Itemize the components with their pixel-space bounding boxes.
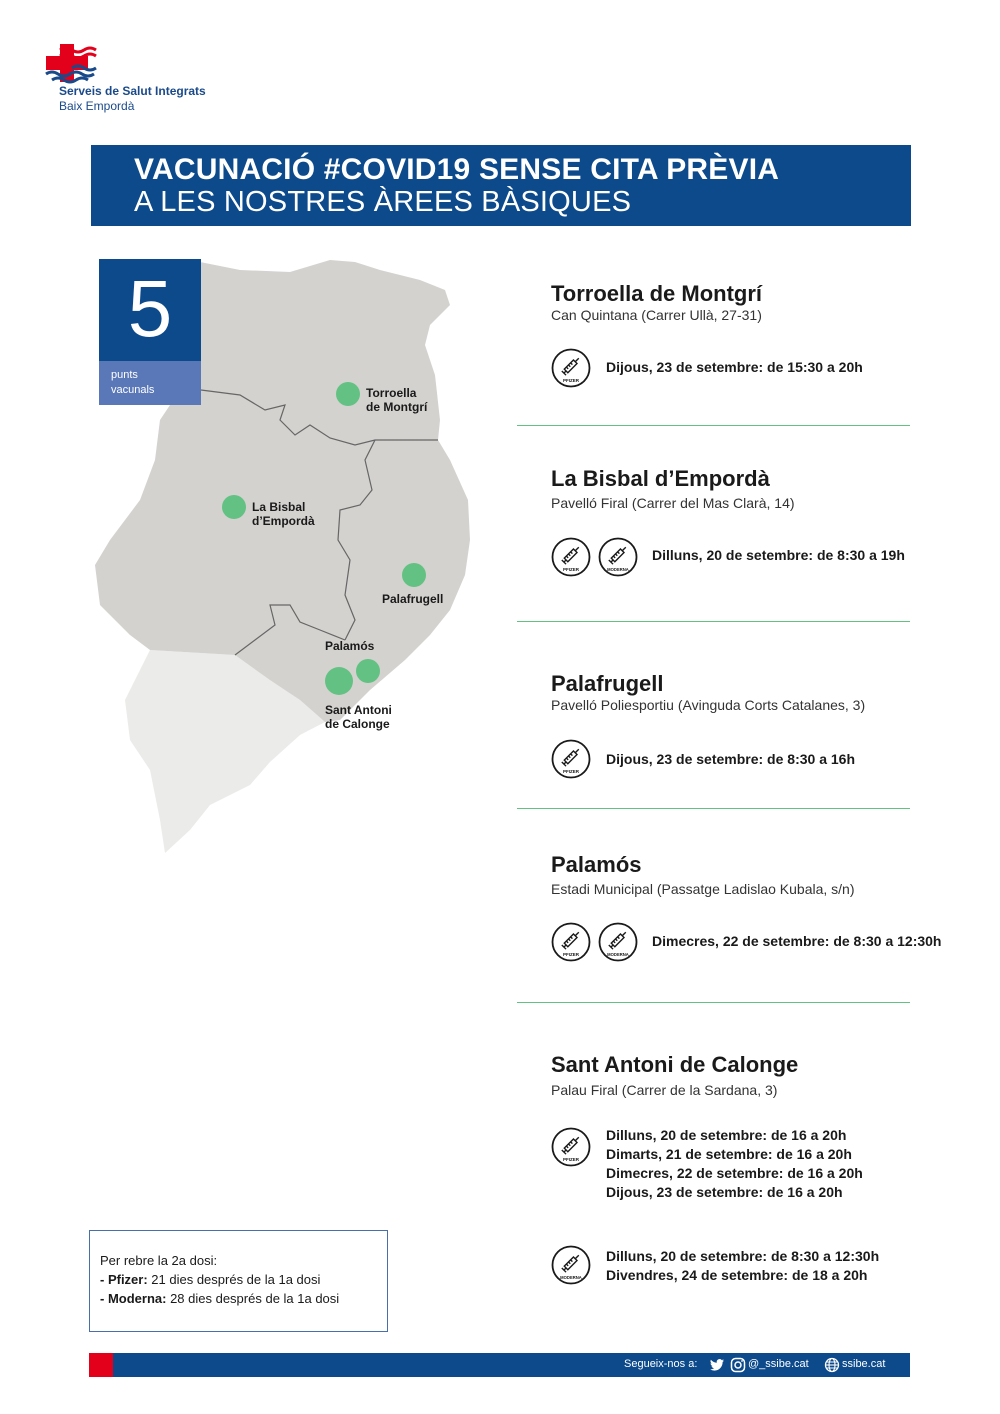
map-label-palafrugell: Palafrugell — [382, 592, 444, 606]
pfizer-syringe-icon — [551, 922, 591, 962]
moderna-syringe-icon — [598, 537, 638, 577]
note-intro: Per rebre la 2a dosi: — [100, 1253, 218, 1268]
pfizer-syringe-icon — [551, 739, 591, 779]
site-schedule-palafrugell: Dijous, 23 de setembre: de 8:30 a 16h — [606, 751, 855, 767]
section-divider — [517, 425, 910, 426]
map-dot-torroella — [336, 382, 360, 406]
site-title-bisbal: La Bisbal d’Empordà — [551, 466, 770, 491]
moderna-syringe-icon — [598, 922, 638, 962]
map-dot-bisbal — [222, 495, 246, 519]
schedule-line: Divendres, 24 de setembre: de 18 a 20h — [606, 1267, 868, 1283]
site-schedule-torroella: Dijous, 23 de setembre: de 15:30 a 20h — [606, 359, 863, 375]
site-address-torroella: Can Quintana (Carrer Ullà, 27-31) — [551, 307, 762, 323]
site-address-palamos: Estadi Municipal (Passatge Ladislao Kubala, s/n) — [551, 881, 855, 897]
pfizer-syringe-icon — [551, 537, 591, 577]
footer-website-link[interactable]: ssibe.cat — [842, 1358, 886, 1370]
site-schedule-calonge-pfizer — [606, 1126, 863, 1202]
svg-text:MODERNA: MODERNA — [560, 1275, 582, 1280]
region-map — [0, 240, 520, 880]
pfizer-syringe-icon — [551, 1127, 591, 1167]
svg-text:PFIZER: PFIZER — [562, 378, 580, 383]
section-divider — [517, 1002, 910, 1003]
footer-follow-label: Segueix-nos a: — [624, 1358, 698, 1370]
pfizer-syringe-icon — [551, 348, 591, 388]
logo-waves-icon — [42, 42, 102, 84]
footer-bar — [89, 1353, 910, 1377]
schedule-line: Dijous, 23 de setembre: de 16 a 20h — [606, 1184, 843, 1200]
moderna-syringe-icon — [551, 1245, 591, 1285]
org-logo — [42, 42, 262, 117]
map-label-torroella: Torroella de Montgrí — [366, 386, 428, 414]
site-address-bisbal: Pavelló Firal (Carrer del Mas Clarà, 14) — [551, 495, 795, 511]
globe-icon — [824, 1357, 840, 1373]
points-count: 5 — [127, 264, 173, 353]
site-title-palafrugell: Palafrugell — [551, 671, 664, 696]
points-counter — [99, 259, 201, 361]
map-dot-palamos — [356, 659, 380, 683]
org-name: Serveis de Salut Integrats — [59, 84, 206, 98]
svg-text:PFIZER: PFIZER — [562, 567, 580, 572]
site-schedule-palamos: Dimecres, 22 de setembre: de 8:30 a 12:30h — [652, 933, 942, 949]
svg-text:MODERNA: MODERNA — [607, 952, 629, 957]
header-banner — [91, 145, 911, 226]
site-title-torroella: Torroella de Montgrí — [551, 281, 763, 306]
footer-social-handle[interactable]: @_ssibe.cat — [748, 1358, 809, 1370]
note-pfizer: - Pfizer: 21 dies després de la 1a dosi — [100, 1272, 321, 1287]
schedule-line: Dilluns, 20 de setembre: de 8:30 a 12:30h — [606, 1248, 880, 1264]
svg-text:MODERNA: MODERNA — [607, 567, 629, 572]
instagram-icon[interactable] — [730, 1357, 746, 1373]
svg-text:PFIZER: PFIZER — [562, 769, 580, 774]
svg-text:PFIZER: PFIZER — [562, 952, 580, 957]
section-divider — [517, 808, 910, 809]
site-title-calonge: Sant Antoni de Calonge — [551, 1052, 799, 1077]
points-label: punts vacunals — [99, 361, 201, 405]
map-dot-palafrugell — [402, 563, 426, 587]
site-title-palamos: Palamós — [551, 852, 642, 877]
second-dose-note — [89, 1230, 388, 1332]
map-dot-calonge — [325, 667, 353, 695]
page-title: VACUNACIÓ #COVID19 SENSE CITA PRÈVIA — [134, 153, 780, 186]
map-label-bisbal: La Bisbal d’Empordà — [252, 500, 315, 528]
page-subtitle: A LES NOSTRES ÀREES BÀSIQUES — [134, 186, 632, 218]
site-address-palafrugell: Pavelló Poliesportiu (Avinguda Corts Catalanes, 3) — [551, 697, 866, 713]
note-moderna: - Moderna: 28 dies després de la 1a dosi — [100, 1291, 340, 1306]
site-address-calonge: Palau Firal (Carrer de la Sardana, 3) — [551, 1082, 778, 1098]
section-divider — [517, 621, 910, 622]
map-label-palamos: Palamós — [325, 639, 375, 653]
org-region: Baix Empordà — [59, 99, 135, 113]
schedule-line: Dimarts, 21 de setembre: de 16 a 20h — [606, 1146, 852, 1162]
twitter-icon[interactable] — [709, 1357, 725, 1373]
site-schedule-calonge-moderna — [606, 1247, 879, 1285]
site-schedule-bisbal: Dilluns, 20 de setembre: de 8:30 a 19h — [652, 547, 905, 563]
map-label-calonge: Sant Antoni de Calonge — [325, 703, 392, 731]
schedule-line: Dimecres, 22 de setembre: de 16 a 20h — [606, 1165, 863, 1181]
schedule-line: Dilluns, 20 de setembre: de 16 a 20h — [606, 1127, 847, 1143]
svg-text:PFIZER: PFIZER — [562, 1157, 580, 1162]
footer-accent — [89, 1353, 113, 1377]
